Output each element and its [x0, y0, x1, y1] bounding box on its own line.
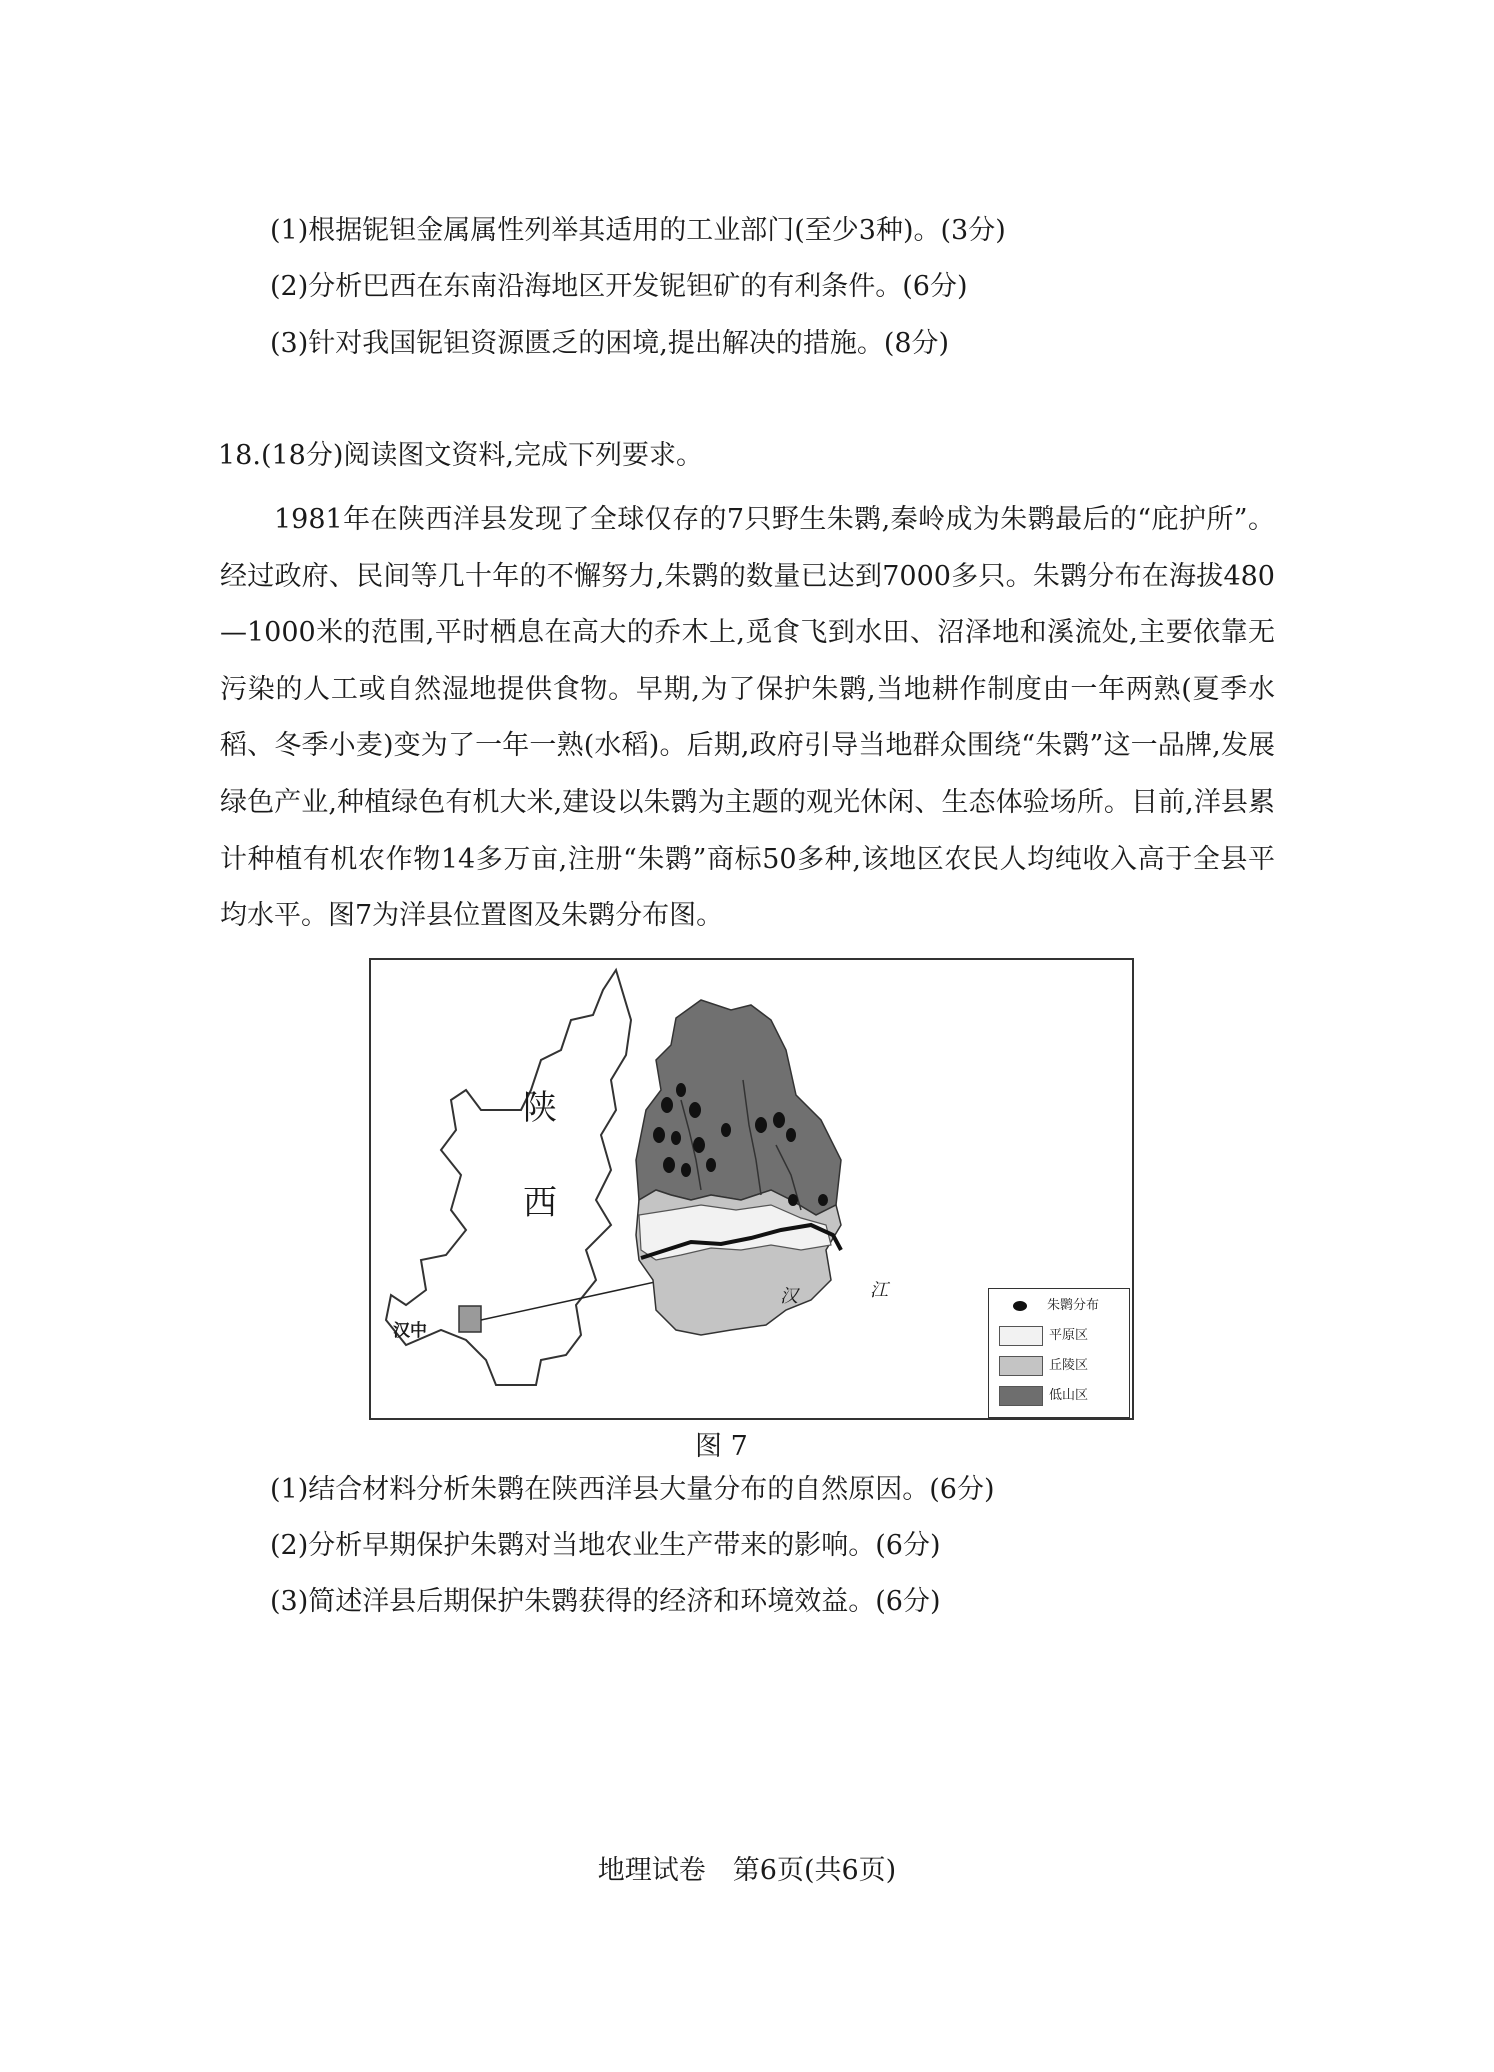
question-18-material: 1981年在陕西洋县发现了全球仅存的7只野生朱鹮,秦岭成为朱鹮最后的“庇护所”。经过政府、民间等几十年的不懈努力,朱鹮的数量已达到7000多只。朱鹮分布在海拔480—1000米的范围,平时栖息在高大的乔木上,觅食飞到水田、沼泽地和溪流处,主要依靠无污染的人工或自然湿地提供食物。早期,为了保护朱鹮,当地耕作制度由一年两熟(夏季水稻、冬季小麦)变为了一年一熟(水稻)。后期,政府引导当地群众围绕“朱鹮”这一品牌,发展绿色产业,种植绿色有机大米,建设以朱鹮为主题的观光休闲、生态体验场所。目前,洋县累计种植有机农作物14多万亩,注册“朱鹮”商标50多种,该地区农民人均纯收入高于全县平均水平。图7为洋县位置图及朱鹮分布图。	[220, 504, 1275, 932]
map-legend	[988, 1288, 1130, 1418]
map-label-shaan: 陕	[523, 1088, 557, 1128]
map-label-hanzhong: 汉中	[393, 1321, 427, 1341]
page-footer: 地理试卷 第6页(共6页)	[597, 1855, 897, 1886]
legend-lowmountain: 低山区	[999, 1385, 1088, 1407]
map-label-river-han: 汉	[780, 1286, 798, 1307]
question-17-2: (2)分析巴西在东南沿海地区开发铌钽矿的有利条件。(6分)	[270, 271, 968, 302]
hanzhong-area	[459, 1306, 481, 1332]
map-label-river-jiang: 江	[870, 1280, 888, 1301]
question-18-1: (1)结合材料分析朱鹮在陕西洋县大量分布的自然原因。(6分)	[270, 1474, 995, 1505]
question-18-2: (2)分析早期保护朱鹮对当地农业生产带来的影响。(6分)	[270, 1530, 941, 1561]
map-label-xi: 西	[523, 1183, 557, 1223]
figure-caption: 图 7	[695, 1431, 748, 1462]
question-18-3: (3)简述洋县后期保护朱鹮获得的经济和环境效益。(6分)	[270, 1586, 941, 1617]
question-18-heading: 18.(18分)阅读图文资料,完成下列要求。	[218, 440, 703, 471]
question-17-1: (1)根据铌钽金属属性列举其适用的工业部门(至少3种)。(3分)	[270, 215, 1006, 246]
legend-hill: 丘陵区	[999, 1355, 1088, 1377]
legend-ibis: 朱鹮分布	[999, 1295, 1099, 1317]
legend-plain: 平原区	[999, 1325, 1088, 1347]
question-17-3: (3)针对我国铌钽资源匮乏的困境,提出解决的措施。(8分)	[270, 328, 950, 359]
